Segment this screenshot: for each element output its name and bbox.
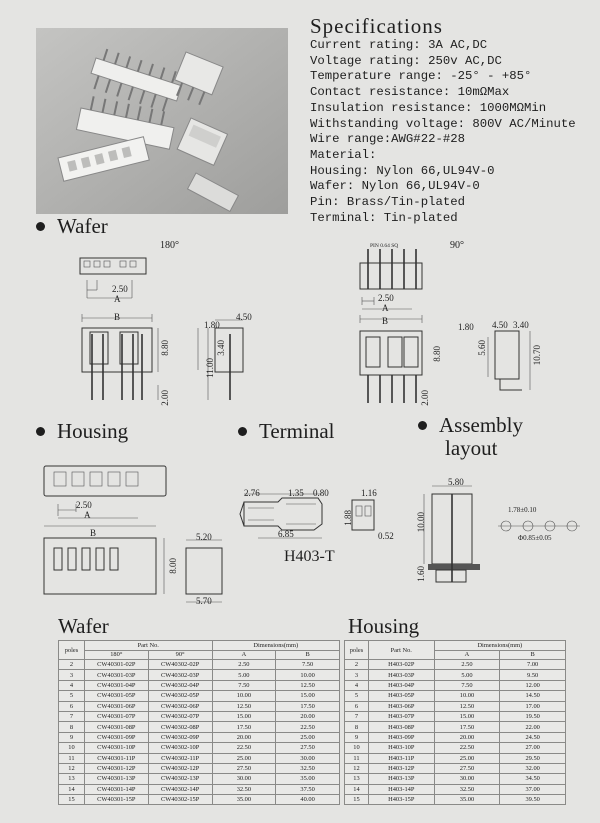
wafer-table-row (59, 680, 340, 690)
wafer-table-cell: 17.50 (276, 701, 340, 711)
housing-table-cell: 39.50 (500, 795, 566, 805)
spec-wafer-material: Wafer: Nylon 66,UL94V-0 (310, 179, 480, 194)
wafer-table-cell: CW40302-07P (148, 711, 212, 721)
housing-table-cell: 8 (345, 722, 369, 732)
wafer-table-cell: 2.50 (212, 660, 276, 670)
housing-table-cell: 4 (345, 680, 369, 690)
housing-table-cell: 5 (345, 691, 369, 701)
wafer-table-cell: CW40301-07P (84, 711, 148, 721)
wafer-table-subheader-row (59, 650, 340, 660)
housing-table-cell: 32.00 (500, 763, 566, 773)
housing-table-cell: 17.00 (500, 701, 566, 711)
wafer90-dim-2-00: 2.00 (420, 390, 430, 406)
housing-col-dims: Dimensions(mm) (434, 641, 565, 651)
housing-table-cell: H403-09P (368, 732, 434, 742)
bullet-icon (238, 427, 247, 436)
wafer-table-cell: 15.00 (212, 711, 276, 721)
housing-table-cell: 35.00 (434, 795, 500, 805)
wafer-table-cell: 9 (59, 732, 85, 742)
wafer-table-cell: 12 (59, 763, 85, 773)
specifications-title: Specifications (310, 14, 443, 38)
wafer180-dim-1-80: 1.80 (204, 320, 220, 330)
housing-table-row (345, 660, 566, 670)
wafer-table-cell: CW40302-04P (148, 680, 212, 690)
spec-material: Material: (310, 147, 377, 162)
terminal-dim-1-35: 1.35 (288, 488, 304, 498)
wafer-table-cell: 7 (59, 711, 85, 721)
wafer-table-cell: 7.50 (276, 660, 340, 670)
wafer-table-cell: CW40301-03P (84, 670, 148, 680)
wafer180-dim-2-50: 2.50 (112, 284, 128, 294)
wafer90-dim-4-50: 4.50 (492, 320, 508, 330)
wafer-table-cell: 4 (59, 680, 85, 690)
housing-table-cell: 30.00 (434, 774, 500, 784)
housing-table-cell: 27.00 (500, 743, 566, 753)
housing-table-cell: 9.50 (500, 670, 566, 680)
wafer-table-row (59, 784, 340, 794)
wafer-table-cell: 10.00 (212, 691, 276, 701)
housing-table-body (345, 660, 566, 805)
wafer-table-row (59, 701, 340, 711)
wafer-col-90: 90° (148, 650, 212, 660)
terminal-part-number: H403-T (284, 548, 335, 565)
wafer-table-cell: CW40301-13P (84, 774, 148, 784)
assembly-heading-line1: Assembly (439, 413, 523, 437)
wafer-heading-label: Wafer (57, 214, 108, 238)
wafer-col-180: 180° (84, 650, 148, 660)
housing-table-row (345, 711, 566, 721)
wafer180-dim-4-50: 4.50 (236, 312, 252, 322)
wafer-table-row (59, 660, 340, 670)
wafer-table-cell: 6 (59, 701, 85, 711)
housing-table-cell: 11 (345, 753, 369, 763)
housing-table-cell: 27.50 (434, 763, 500, 773)
wafer-table-cell: 22.50 (276, 722, 340, 732)
wafer-table-cell: 11 (59, 753, 85, 763)
housing-table-cell: H403-13P (368, 774, 434, 784)
wafer-table-cell: CW40302-06P (148, 701, 212, 711)
housing-table-cell: H403-15P (368, 795, 434, 805)
wafer-table-cell: 30.00 (212, 774, 276, 784)
wafer-table-header-row (59, 641, 340, 651)
housing-table-cell: H403-11P (368, 753, 434, 763)
terminal-dim-0-80: 0.80 (313, 488, 329, 498)
housing-table-cell: H403-03P (368, 670, 434, 680)
housing-table-cell: 7.50 (434, 680, 500, 690)
wafer-table-cell: 27.50 (212, 763, 276, 773)
housing-table-cell: 29.50 (500, 753, 566, 763)
terminal-dim-2-76: 2.76 (244, 488, 260, 498)
housing-table-cell: H403-14P (368, 784, 434, 794)
wafer-table-cell: CW40302-08P (148, 722, 212, 732)
housing-table-row (345, 743, 566, 753)
wafer-table-cell: CW40301-11P (84, 753, 148, 763)
housing-table-cell: H403-02P (368, 660, 434, 670)
wafer-section-heading (36, 214, 108, 239)
wafer-table-title: Wafer (58, 614, 109, 638)
bullet-icon (36, 222, 45, 231)
housing-table-row (345, 763, 566, 773)
wafer-table-cell: 12.50 (212, 701, 276, 711)
spec-voltage-rating: Voltage rating: 250v AC,DC (310, 53, 502, 68)
wafer-table-cell: 35.00 (276, 774, 340, 784)
housing-table-cell: 7.00 (500, 660, 566, 670)
housing-col-poles: poles (345, 641, 369, 660)
housing-table-row (345, 795, 566, 805)
wafer-table-cell: 35.00 (212, 795, 276, 805)
terminal-heading-label: Terminal (259, 419, 335, 443)
wafer-col-b: B (276, 650, 340, 660)
wafer-table-cell: CW40301-12P (84, 763, 148, 773)
wafer-table-cell: CW40301-09P (84, 732, 148, 742)
assembly-dim-hole-diameter: Φ0.85±0.05 (518, 534, 552, 542)
housing-table-cell: 10.00 (434, 691, 500, 701)
assembly-dim-5-80: 5.80 (448, 477, 464, 487)
wafer-table-cell: 20.00 (276, 711, 340, 721)
housing-table-cell: 22.00 (500, 722, 566, 732)
housing-table-cell: 25.00 (434, 753, 500, 763)
housing-table-cell: 9 (345, 732, 369, 742)
wafer-table-cell: CW40301-14P (84, 784, 148, 794)
housing-table-row (345, 774, 566, 784)
wafer-table-cell: CW40301-06P (84, 701, 148, 711)
housing-table-cell: H403-07P (368, 711, 434, 721)
wafer-table-cell: 15 (59, 795, 85, 805)
wafer180-dim-b: B (114, 312, 121, 322)
wafer180-dim-11-00: 11.00 (205, 358, 215, 378)
wafer-table-cell: CW40301-10P (84, 743, 148, 753)
assembly-drawing (418, 480, 588, 590)
spec-insulation-resistance: Insulation resistance: 1000MΩMin (310, 100, 547, 115)
wafer-table-cell: CW40301-08P (84, 722, 148, 732)
wafer-table-cell: 8 (59, 722, 85, 732)
housing-table-cell: 17.50 (434, 722, 500, 732)
wafer-table-cell: CW40302-13P (148, 774, 212, 784)
housing-table-cell: 22.50 (434, 743, 500, 753)
wafer-table-cell: 25.00 (212, 753, 276, 763)
housing-table-cell: 2 (345, 660, 369, 670)
assembly-dim-hole-pitch: 1.78±0.10 (508, 506, 537, 514)
housing-table-cell: 6 (345, 701, 369, 711)
wafer-table-row (59, 763, 340, 773)
housing-table-cell: H403-12P (368, 763, 434, 773)
housing-table-cell: 19.50 (500, 711, 566, 721)
wafer-table-cell: 30.00 (276, 753, 340, 763)
housing-table-cell: 13 (345, 774, 369, 784)
angle-90-label: 90° (450, 240, 464, 251)
housing-table-cell: 10 (345, 743, 369, 753)
housing-table-cell: H403-04P (368, 680, 434, 690)
wafer-table-cell: 37.50 (276, 784, 340, 794)
wafer-col-a: A (212, 650, 276, 660)
housing-table-header-row (345, 641, 566, 651)
terminal-dim-1-88: 1.88 (343, 510, 353, 526)
housing-table-row (345, 722, 566, 732)
housing-table-cell: 20.00 (434, 732, 500, 742)
housing-col-a: A (434, 650, 500, 660)
wafer-table-cell: 14 (59, 784, 85, 794)
housing-table-row (345, 691, 566, 701)
wafer-table-cell: 15.00 (276, 691, 340, 701)
housing-dim-8-00: 8.00 (168, 558, 178, 574)
wafer-table-cell: 17.50 (212, 722, 276, 732)
wafer-table-row (59, 743, 340, 753)
wafer-table-row (59, 670, 340, 680)
housing-table-row (345, 680, 566, 690)
wafer-table-cell: CW40301-15P (84, 795, 148, 805)
wafer-table-cell: 12.50 (276, 680, 340, 690)
wafer-table-row (59, 753, 340, 763)
housing-table-row (345, 670, 566, 680)
bullet-icon (36, 427, 45, 436)
bullet-icon (418, 421, 427, 430)
housing-table-cell: 7 (345, 711, 369, 721)
wafer-table-cell: CW40302-14P (148, 784, 212, 794)
terminal-section-heading (238, 419, 335, 444)
housing-col-partno: Part No. (368, 641, 434, 660)
wafer90-dim-b: B (382, 316, 389, 326)
wafer-table-row (59, 691, 340, 701)
wafer-table-cell: CW40302-12P (148, 763, 212, 773)
wafer-table-cell: CW40302-05P (148, 691, 212, 701)
housing-table-cell: 12.00 (500, 680, 566, 690)
wafer-table-cell: CW40302-09P (148, 732, 212, 742)
assembly-section-heading (418, 414, 523, 460)
housing-table-row (345, 784, 566, 794)
spec-pin-material: Pin: Brass/Tin-plated (310, 195, 465, 210)
housing-dim-5-70: 5.70 (196, 596, 212, 606)
spec-withstanding-voltage: Withstanding voltage: 800V AC/Minute (310, 116, 576, 131)
wafer-table-cell: CW40302-10P (148, 743, 212, 753)
housing-table-cell: 15 (345, 795, 369, 805)
housing-table-cell: 5.00 (434, 670, 500, 680)
specifications-list (310, 38, 576, 226)
housing-dim-2-50: 2.50 (76, 500, 92, 510)
housing-table-row (345, 753, 566, 763)
assembly-dim-1-60: 1.60 (416, 566, 426, 582)
housing-dim-5-20: 5.20 (196, 532, 212, 542)
wafer90-dim-3-40: 3.40 (513, 320, 529, 330)
housing-table-cell: H403-05P (368, 691, 434, 701)
wafer-table-cell: 25.00 (276, 732, 340, 742)
product-photo (36, 28, 288, 214)
terminal-dim-0-52: 0.52 (378, 531, 394, 541)
housing-dim-b: B (90, 528, 97, 538)
housing-table-cell: 12.50 (434, 701, 500, 711)
wafer-table-cell: 32.50 (212, 784, 276, 794)
pin-note-label: PIN 0.64 SQ (370, 243, 399, 249)
terminal-drawing (238, 490, 408, 550)
wafer180-dim-8-80: 8.80 (160, 340, 170, 356)
wafer-table-cell: 22.50 (212, 743, 276, 753)
spec-terminal-material: Terminal: Tin-plated (310, 210, 458, 225)
wafer-table-body (59, 660, 340, 805)
wafer-table-cell: 3 (59, 670, 85, 680)
wafer-table-cell: 27.50 (276, 743, 340, 753)
housing-table-cell: H403-10P (368, 743, 434, 753)
wafer-table-cell: 5 (59, 691, 85, 701)
wafer-table-cell: CW40301-02P (84, 660, 148, 670)
wafer-table-cell: 5.00 (212, 670, 276, 680)
wafer-table-cell: 40.00 (276, 795, 340, 805)
wafer-table-row (59, 774, 340, 784)
housing-table-cell: 34.50 (500, 774, 566, 784)
housing-table-cell: 3 (345, 670, 369, 680)
wafer-90-drawing (350, 245, 550, 415)
housing-section-heading (36, 419, 128, 444)
housing-table-cell: 14 (345, 784, 369, 794)
wafer-table-cell: CW40301-05P (84, 691, 148, 701)
wafer180-dim-3-40: 3.40 (216, 340, 226, 356)
spec-housing-material: Housing: Nylon 66,UL94V-0 (310, 163, 495, 178)
assembly-heading-line2: layout (445, 436, 498, 460)
spec-current-rating: Current rating: 3A AC,DC (310, 38, 488, 52)
housing-table-cell: H403-06P (368, 701, 434, 711)
wafer-table (58, 640, 340, 805)
housing-table-row (345, 732, 566, 742)
wafer180-dim-2-00: 2.00 (160, 390, 170, 406)
wafer90-dim-a: A (382, 303, 389, 313)
housing-table-row (345, 701, 566, 711)
wafer-table-row (59, 732, 340, 742)
wafer-table-cell: CW40301-04P (84, 680, 148, 690)
wafer-table-cell: CW40302-02P (148, 660, 212, 670)
wafer90-dim-1-80: 1.80 (458, 322, 474, 332)
spec-wire-range: Wire range:AWG#22-#28 (310, 132, 465, 147)
wafer-table-cell: 2 (59, 660, 85, 670)
wafer90-dim-8-80: 8.80 (432, 346, 442, 362)
housing-table-cell: 2.50 (434, 660, 500, 670)
wafer-col-poles: poles (59, 641, 85, 660)
wafer-table-cell: 10.00 (276, 670, 340, 680)
wafer90-dim-5-60: 5.60 (477, 340, 487, 356)
wafer-table-cell: 7.50 (212, 680, 276, 690)
connector-photo-illustration (36, 28, 288, 214)
wafer90-dim-2-50: 2.50 (378, 293, 394, 303)
housing-table-cell: 24.50 (500, 732, 566, 742)
wafer-table-row (59, 711, 340, 721)
wafer-table-cell: CW40302-15P (148, 795, 212, 805)
wafer-table-cell: 13 (59, 774, 85, 784)
wafer-col-dims: Dimensions(mm) (212, 641, 339, 651)
housing-table-cell: 12 (345, 763, 369, 773)
housing-table-cell: 15.00 (434, 711, 500, 721)
spec-temperature-range: Temperature range: -25° - +85° (310, 69, 532, 84)
wafer-table-cell: 32.50 (276, 763, 340, 773)
wafer-col-partno: Part No. (84, 641, 212, 651)
wafer-table-cell: CW40302-11P (148, 753, 212, 763)
terminal-dim-6-85: 6.85 (278, 529, 294, 539)
housing-table-title: Housing (348, 614, 420, 638)
angle-180-label: 180° (160, 240, 179, 251)
wafer90-dim-10-70: 10.70 (532, 345, 542, 366)
assembly-dim-10-00: 10.00 (416, 512, 426, 533)
housing-col-b: B (500, 650, 566, 660)
housing-dim-a: A (84, 510, 91, 520)
wafer180-dim-a: A (114, 294, 121, 304)
wafer-table-row (59, 722, 340, 732)
housing-table-cell: H403-08P (368, 722, 434, 732)
wafer-table-row (59, 795, 340, 805)
terminal-dim-1-16: 1.16 (361, 488, 377, 498)
spec-contact-resistance: Contact resistance: 10mΩMax (310, 85, 510, 100)
wafer-table-cell: 10 (59, 743, 85, 753)
wafer-table-cell: CW40302-03P (148, 670, 212, 680)
housing-table-cell: 32.50 (434, 784, 500, 794)
housing-table (344, 640, 566, 805)
housing-heading-label: Housing (57, 419, 129, 443)
wafer-table-cell: 20.00 (212, 732, 276, 742)
housing-table-cell: 37.00 (500, 784, 566, 794)
housing-table-cell: 14.50 (500, 691, 566, 701)
